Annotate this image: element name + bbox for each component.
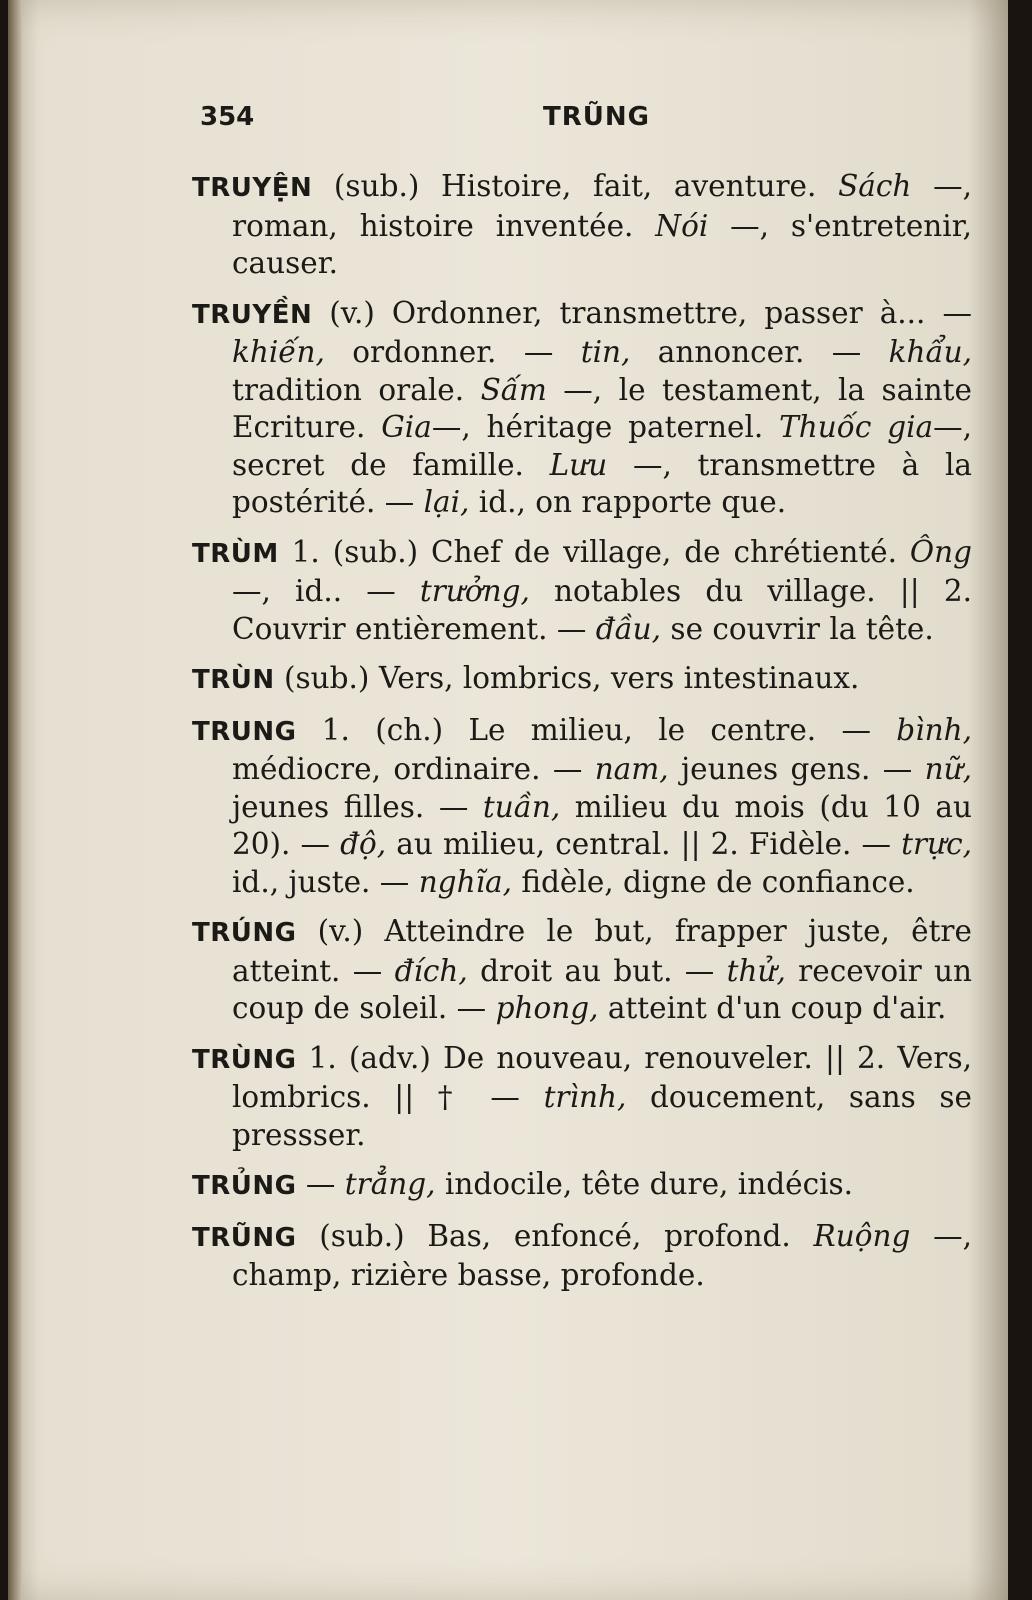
- entry-headword: TRÚNG: [192, 918, 297, 948]
- entry-text: —, s'entretenir, causer.: [232, 208, 972, 280]
- dictionary-entry: [192, 1218, 972, 1295]
- entry-headword: TRUNG: [192, 716, 297, 747]
- entry-body: [232, 914, 972, 1025]
- italic-term: đầu,: [595, 611, 662, 646]
- entry-text: notables du village. || 2. Couvrir entièrement. —: [232, 574, 972, 646]
- italic-term: tuần,: [482, 789, 561, 824]
- entry-text: (sub.) Histoire, fait, aventure.: [312, 169, 839, 203]
- entry-text: jeunes filles. —: [232, 789, 483, 824]
- dictionary-entry: [192, 1040, 972, 1155]
- entry-text: id., juste. —: [232, 864, 419, 899]
- book-page: [8, 0, 1008, 1600]
- italic-term: nghĩa,: [418, 864, 512, 899]
- entry-text: —, roman, histoire inventée.: [232, 169, 972, 243]
- italic-term: lại,: [423, 485, 470, 519]
- italic-term: đích,: [394, 953, 468, 988]
- italic-term: Sách: [838, 169, 912, 203]
- entry-text: —, champ, rizière basse, profonde.: [232, 1218, 973, 1292]
- entry-text: droit au but. —: [467, 953, 727, 988]
- entry-text: —, secret de famille.: [232, 410, 972, 482]
- entry-text: milieu du mois (du 10 au 20). —: [232, 789, 972, 861]
- entry-text: (sub.) Vers, lombrics, vers intestinaux.: [274, 661, 860, 695]
- italic-term: trẳng,: [344, 1167, 436, 1201]
- italic-term: Gia: [381, 410, 432, 444]
- guide-word: TRŨNG: [543, 102, 650, 132]
- entry-text: —, héritage paternel.: [431, 410, 780, 444]
- italic-term: thử,: [726, 953, 786, 988]
- entry-body: [232, 1041, 972, 1152]
- dictionary-entry: [192, 1166, 972, 1206]
- italic-term: Nói: [655, 208, 709, 243]
- italic-term: trưởng,: [419, 574, 530, 608]
- entry-text: (v.) Atteindre le but, frapper juste, être atteint. —: [232, 914, 972, 988]
- entry-headword: TRÙN: [192, 665, 275, 695]
- italic-term: nam,: [594, 752, 669, 786]
- italic-term: Sấm: [480, 372, 547, 407]
- italic-term: khẩu,: [888, 335, 972, 369]
- italic-term: trực,: [901, 827, 973, 861]
- entry-text: doucement, sans se pressser.: [232, 1080, 972, 1152]
- italic-term: độ,: [340, 827, 387, 861]
- entry-text: 1. (adv.) De nouveau, renouveler. || 2. Vers, lombrics. || † —: [232, 1040, 972, 1114]
- italic-term: bình,: [896, 712, 972, 747]
- entry-body: [232, 1219, 972, 1293]
- entry-body: [296, 1167, 853, 1201]
- italic-term: nữ,: [924, 752, 972, 786]
- italic-term: trình,: [543, 1080, 627, 1114]
- dictionary-entry: [192, 913, 972, 1028]
- entry-body: [275, 661, 860, 695]
- entry-text: —, id.. —: [232, 574, 420, 608]
- entry-text: ordonner. —: [324, 335, 581, 369]
- dictionary-entry: [192, 295, 972, 522]
- entry-text: 1. (sub.) Chef de village, de chrétienté.: [278, 534, 910, 569]
- entry-body: [232, 535, 972, 646]
- dictionary-entries: [192, 168, 972, 1307]
- entry-text: tradition orale.: [232, 372, 481, 407]
- entry-text: (sub.) Bas, enfoncé, profond.: [296, 1218, 814, 1253]
- entry-text: au milieu, central. || 2. Fidèle. —: [386, 827, 902, 861]
- entry-text: atteint d'un coup d'air.: [598, 991, 947, 1025]
- italic-term: Ruộng: [813, 1218, 911, 1253]
- entry-text: annoncer. —: [630, 335, 889, 369]
- entry-text: se couvrir la tête.: [661, 611, 934, 646]
- entry-text: —: [296, 1167, 345, 1201]
- entry-text: indocile, tête dure, indécis.: [435, 1167, 854, 1201]
- entry-text: recevoir un coup de soleil. —: [232, 953, 972, 1025]
- entry-text: jeunes gens. —: [668, 752, 925, 786]
- entry-headword: TRÙM: [192, 538, 279, 569]
- entry-body: [232, 296, 972, 520]
- entry-headword: TRUYỀN: [192, 299, 313, 330]
- dictionary-entry: [192, 660, 972, 700]
- entry-text: —, le testament, la sainte Ecriture.: [232, 372, 972, 444]
- entry-text: fidèle, digne de confiance.: [511, 864, 915, 899]
- dictionary-entry: [192, 168, 972, 283]
- entry-text: id., on rapporte que.: [469, 485, 787, 519]
- page-header: [188, 102, 958, 142]
- entry-headword: TRUYỆN: [192, 173, 313, 203]
- italic-term: khiến,: [232, 335, 325, 369]
- italic-term: Lưu: [549, 447, 608, 482]
- entry-text: —, transmettre à la postérité. —: [232, 447, 972, 519]
- entry-text: (v.) Ordonner, transmettre, passer à... —: [312, 295, 972, 330]
- entry-headword: TRÙNG: [192, 1044, 297, 1075]
- entry-body: [232, 713, 972, 899]
- entry-headword: TRŨNG: [192, 1222, 297, 1253]
- dictionary-entry: [192, 534, 972, 649]
- page-gutter: [8, 0, 22, 1600]
- dictionary-entry: [192, 712, 972, 902]
- italic-term: tin,: [580, 335, 631, 369]
- entry-headword: TRỦNG: [192, 1171, 297, 1201]
- italic-term: phong,: [495, 991, 599, 1025]
- italic-term: Thuốc gia: [779, 410, 934, 444]
- entry-text: 1. (ch.) Le milieu, le centre. —: [296, 712, 897, 747]
- italic-term: Ông: [909, 534, 972, 569]
- page-number: 354: [200, 102, 255, 132]
- entry-body: [232, 169, 972, 280]
- entry-text: médiocre, ordinaire. —: [232, 752, 595, 786]
